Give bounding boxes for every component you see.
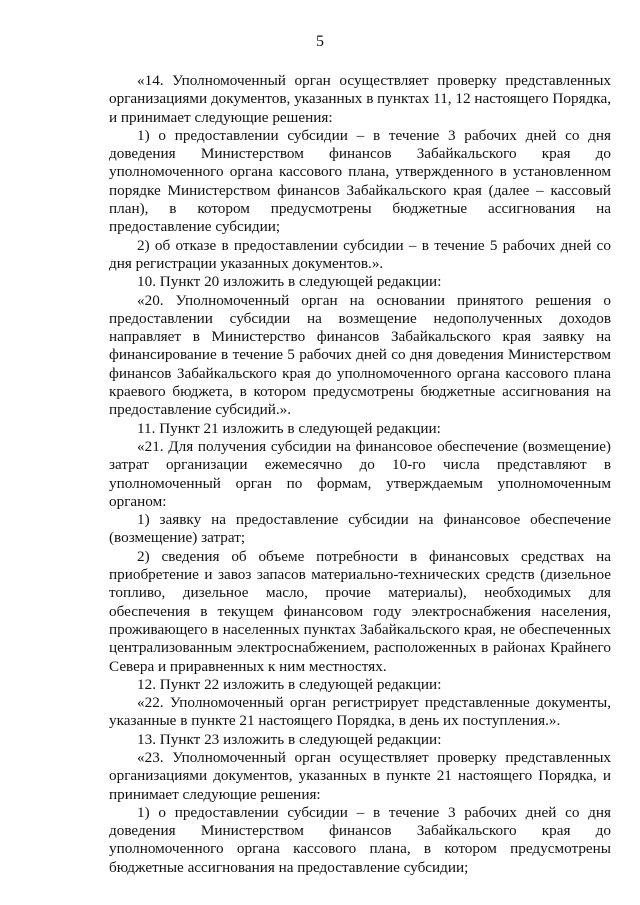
paragraph-amendment-11: 11. Пункт 21 изложить в следующей редакции: [137, 419, 441, 437]
paragraph-item-21: «21. Для получения субсидии на финансовое обеспечение (возмещение) затрат организации ежемесячно до 10-го числа представляют в уполномоченный орган по формам, утверждаемым уполномоченным органом: [109, 437, 611, 510]
paragraph-item-23: «23. Уполномоченный орган осуществляет проверку представленных организациями документов, указанных в пункте 21 настоящего Порядка, и принимает следующие решения: [109, 748, 611, 803]
paragraph-amendment-13: 13. Пункт 23 изложить в следующей редакции: [137, 730, 442, 748]
paragraph-item-23-decision-1: 1) о предоставлении субсидии – в течение 3 рабочих дней со дня доведения Министерством финансов Забайкальского края до уполномоченного органа кассового плана, в котором предусмотрены бюджетные ассигнования на предоставление субсидии; [109, 803, 611, 876]
paragraph-item-14: «14. Уполномоченный орган осуществляет проверку представленных организациями документов, указанных в пунктах 11, 12 настоящего Порядка, и принимает следующие решения: [109, 72, 611, 126]
document-body [109, 72, 611, 877]
paragraph-item-21-document-2: 2) сведения об объеме потребности в финансовых средствах на приобретение и завоз запасов материально-технических средств (дизельное топливо, дизельное масло, прочие материалы), необходимых для обеспечения в текущем финансовом году электроснабжения населения, проживающего в населенных пунктах Забайкальского края, не обеспеченных централизованным электроснабжением, расположенных в районах Крайнего Севера и приравненных к ним местностях. [109, 547, 611, 675]
paragraph-amendment-10: 10. Пункт 20 изложить в следующей редакции: [137, 273, 442, 291]
paragraph-item-22: «22. Уполномоченный орган регистрирует представленные документы, указанные в пункте 21 настоящего Порядка, в день их поступления.». [109, 694, 611, 730]
paragraph-item-14-decision-2: 2) об отказе в предоставлении субсидии – в течение 5 рабочих дней со дня регистрации указанных документов.». [109, 236, 611, 272]
page-number: 5 [316, 33, 324, 50]
paragraph-amendment-12: 12. Пункт 22 изложить в следующей редакции: [137, 675, 442, 693]
paragraph-item-21-document-1: 1) заявку на предоставление субсидии на финансовое обеспечение (возмещение) затрат; [109, 511, 611, 547]
paragraph-item-20: «20. Уполномоченный орган на основании принятого решения о предоставлении субсидии на возмещение недополученных доходов направляет в Министерство финансов Забайкальского края заявку на финансирование в течение 5 рабочих дней со дня доведения Министерством финансов Забайкальского края до уполномоченного органа кассового плана краевого бюджета, в котором предусмотрены бюджетные ассигнования на предоставление субсидий.». [109, 291, 611, 419]
paragraph-item-14-decision-1: 1) о предоставлении субсидии – в течение 3 рабочих дней со дня доведения Министерством финансов Забайкальского края до уполномоченного органа кассового плана, утвержденного в установленном порядке Министерством финансов Забайкальского края (далее – кассовый план), в котором предусмотрены бюджетные ассигнования на предоставление субсидии; [109, 126, 611, 236]
